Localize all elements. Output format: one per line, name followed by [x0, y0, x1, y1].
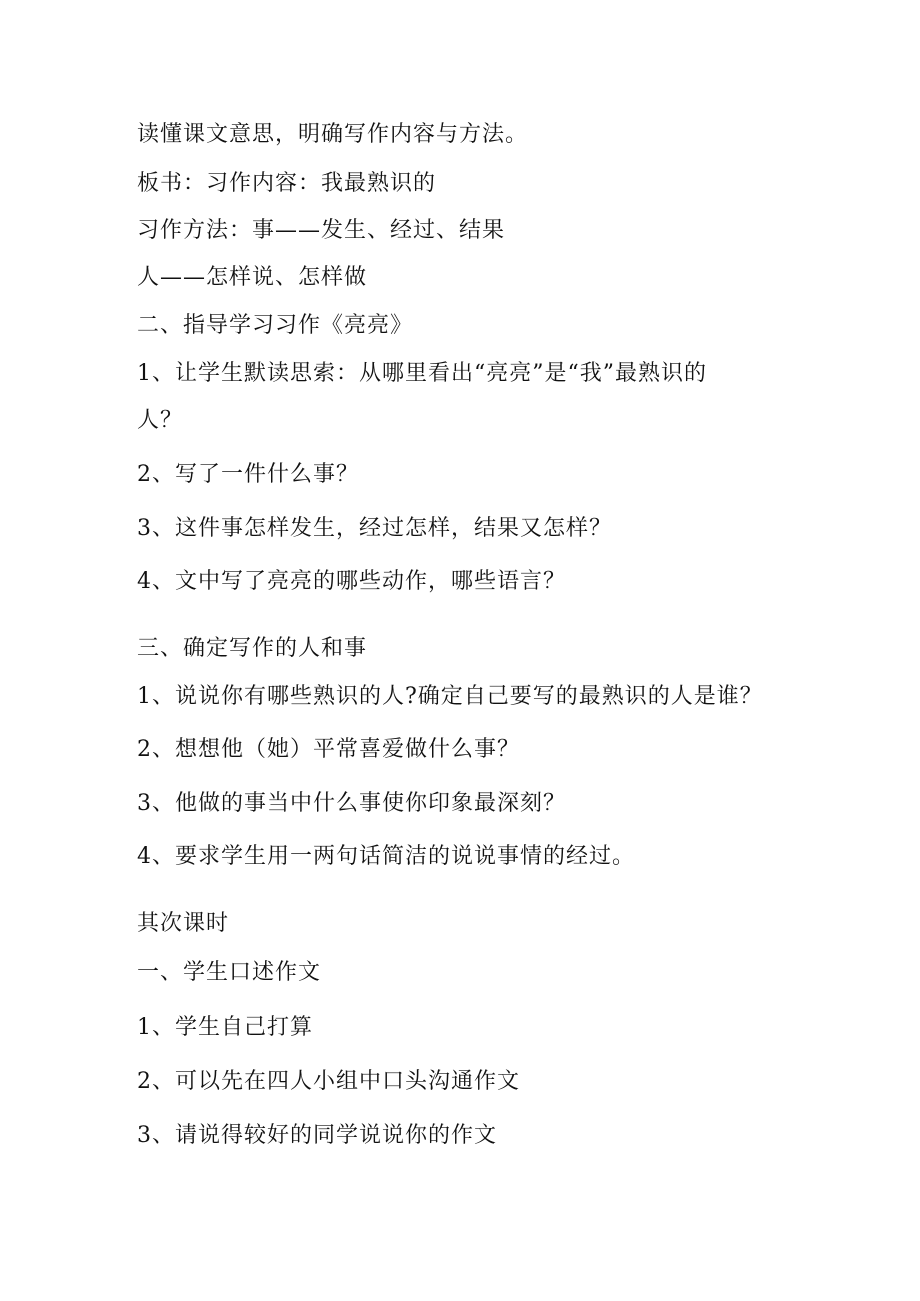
- text-line: 2、想想他（她）平常喜爱做什么事？: [137, 737, 520, 762]
- text-line: 3、他做的事当中什么事使你印象最深刻？: [137, 791, 566, 816]
- text-line: 1、让学生默读思索：从哪里看出“亮亮”是“我”最熟识的: [137, 361, 707, 386]
- text-line: 习作方法：事——发生、经过、结果: [137, 218, 506, 243]
- text-line: 3、这件事怎样发生，经过怎样，结果又怎样？: [137, 516, 612, 541]
- text-line: 人——怎样说、怎样做: [137, 265, 368, 290]
- text-line: 4、要求学生用一两句话简洁的说说事情的经过。: [137, 844, 635, 869]
- text-line: 1、说说你有哪些熟识的人?确定自己要写的最熟识的人是谁？: [137, 684, 763, 709]
- text-line: 板书：习作内容：我最熟识的: [137, 171, 437, 196]
- section-heading: 二、指导学习习作《亮亮》: [137, 313, 414, 338]
- section-heading: 三、确定写作的人和事: [137, 636, 368, 661]
- text-line: 人？: [137, 408, 184, 433]
- text-line: 3、请说得较好的同学说说你的作文: [137, 1123, 497, 1148]
- section-heading: 其次课时: [137, 911, 230, 936]
- text-line: 1、学生自己打算: [137, 1015, 313, 1040]
- section-heading: 一、学生口述作文: [137, 960, 322, 985]
- text-line: 2、写了一件什么事？: [137, 462, 359, 487]
- text-line: 4、文中写了亮亮的哪些动作，哪些语言？: [137, 569, 566, 594]
- text-line: 2、可以先在四人小组中口头沟通作文: [137, 1069, 520, 1094]
- text-line: 读懂课文意思，明确写作内容与方法。: [137, 122, 529, 147]
